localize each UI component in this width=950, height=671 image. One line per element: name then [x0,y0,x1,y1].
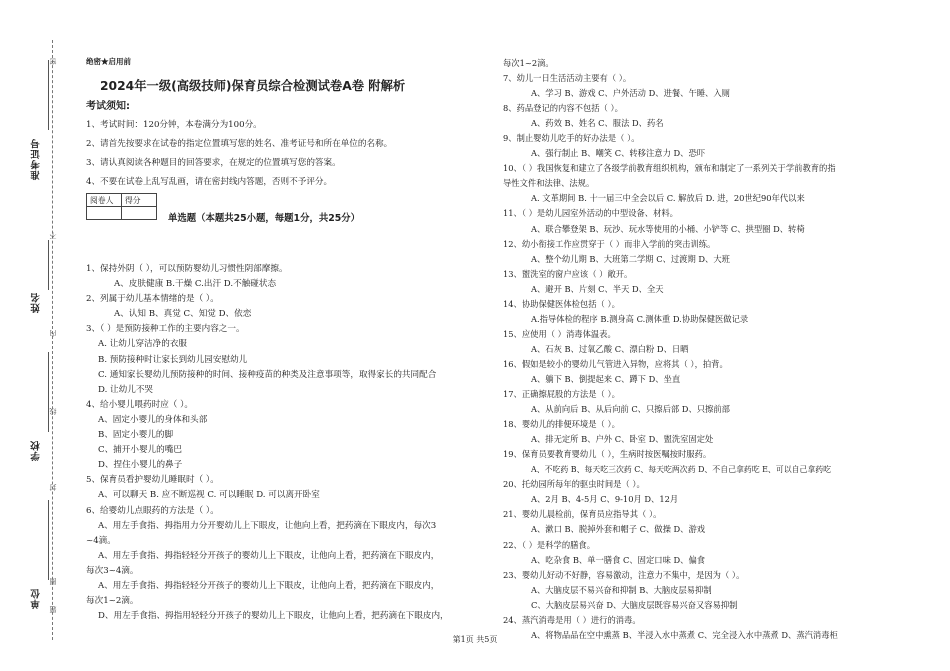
reviewer-cell[interactable] [87,207,122,220]
binding-strip [0,0,70,671]
question-options: A、将物品品在空中熏蒸 B、半浸入水中蒸煮 C、完全浸入水中蒸煮 D、蒸汽消毒柜 [531,629,838,640]
question-option-cont: 每次1~2滴。 [503,58,554,68]
question-option: A、用左手食指、拇指轻轻分开孩子的婴幼儿上下眼皮，让他向上看，把药滴在下眼皮内， [98,550,440,561]
question-stem: 15、应使用（ ）消毒体温表。 [503,328,616,339]
page-footer: 第1页 共5页 [452,635,498,644]
question-stem: 12、幼小衔接工作应贯穿于（ ）而非入学前的突击训练。 [503,238,716,249]
question-options: A、石灰 B、过氧乙酸 C、漂白粉 D、日晒 [531,343,689,354]
question-option: A、固定小婴儿的身体和头部 [98,414,208,425]
name-label: 姓名 [31,292,42,313]
notice-item: 1、考试时间：120分钟，本卷满分为100分。 [86,120,262,130]
left-question-column [86,262,449,624]
question-options: A、整个幼儿期 B、大班第二学期 C、过渡期 D、大班 [531,253,730,264]
question-options: A、避开 B、片刻 C、半天 D、全天 [531,283,664,294]
question-options: A、联合攀登架 B、玩沙、玩水等使用的小桶、小铲等 C、拱型圈 D、转椅 [531,223,805,234]
question-stem: 14、协助保健医体检包括（ ）。 [503,298,620,309]
question-options: A、吃杂食 B、单一膳食 C、固定口味 D、偏食 [531,554,706,565]
question-stem: 17、正确擦屁股的方法是（ ）。 [503,389,620,400]
question-option: C. 通知家长婴幼儿预防接种的时间、接种疫苗的种类及注意事项等，取得家长的共同配合 [98,369,437,380]
seal-mark: 密 [49,58,57,65]
seal-dash-line [52,40,53,640]
exam-number-label: 准考证号 [31,138,42,180]
question-options: A、从前向后 B、从后向前 C、只擦后部 D、只擦前部 [531,404,730,415]
question-stem: 8、药品登记的内容不包括（ ）。 [503,103,623,114]
question-stem: 4、给小婴儿喂药时应（ ）。 [86,399,194,410]
question-option: A、用左手食指、拇指用力分开婴幼儿上下眼皮，让他向上看，把药滴在下眼皮内，每次3 [98,520,437,531]
notice-item: 3、请认真阅读各种题目的回答要求，在规定的位置填写您的答案。 [86,158,341,168]
question-stem: 21、婴幼儿晨检前，保育员应指导其（ ）。 [503,509,662,520]
question-option: D. 让幼儿不哭 [98,384,154,395]
school-line [48,352,49,432]
question-options: A.指导体检的程序 B.测身高 C.测体重 D.协助保健医做记录 [531,313,749,324]
score-header: 得分 [122,194,157,207]
question-options: C、大脑皮层易兴奋 D、大脑皮层既容易兴奋又容易抑制 [531,599,738,610]
question-options: A、强行制止 B、嘲笑 C、转移注意力 D、恐吓 [531,148,706,159]
question-stem-cont: 导性文件和法律、法规。 [503,178,595,189]
question-stem: 5、保育员看护婴幼儿睡眠时（ ）。 [86,475,219,486]
seal-mark: 线 [49,408,57,415]
seal-mark: 圈 [49,578,57,585]
confidential-note: 绝密★启用前 [86,57,131,66]
notice-list [86,116,392,192]
page-title: 2024年一级(高级技师)保育员综合检测试卷A卷 附解析 [100,79,406,93]
notice-item: 4、不要在试卷上乱写乱画，请在密封线内答题，否则不予评分。 [86,177,333,187]
question-stem: 13、盥洗室的窗户应该（ ）敞开。 [503,268,633,279]
school-label: 学校 [31,440,42,461]
question-option: D、用左手食指、拇指用轻轻分开孩子的婴幼儿上下眼皮，让他向上看，把药滴在下眼皮内， [98,611,449,622]
question-option: D、捏住小婴儿的鼻子 [98,460,183,471]
question-stem: 10、（ ）我国恢复和建立了各级学前教育组织机构，颁布和制定了一系列关于学前教育的指 [503,163,836,174]
question-options: A、皮肤健康 B.干燥 C.出汗 D.不触碰状态 [114,279,277,290]
question-options: A、可以聊天 B. 应不断巡视 C. 可以睡眠 D. 可以离开卧室 [98,490,320,501]
question-stem: 19、保育员要教育婴幼儿（ ），生病时按医嘱按时服药。 [503,449,712,460]
question-option-cont: ~4滴。 [86,535,116,546]
question-stem: 24、蒸汽消毒是用（ ）进行的消毒。 [503,614,641,625]
question-options: A、认知 B、真觉 C、知觉 D、依恋 [114,309,252,320]
seal-mark: 封 [49,484,57,491]
question-options: A、药效 B、姓名 C、服法 D、药名 [531,118,664,129]
question-stem: 11、（ ）是幼儿园室外活动的中型设备、材料。 [503,208,678,219]
question-stem: 6、给婴幼儿点眼药的方法是（ ）。 [86,505,219,516]
question-options: A、排无定所 B、户外 C、卧室 D、盥洗室固定处 [531,434,714,445]
question-option: B、固定小婴儿的脚 [98,430,174,441]
question-stem: 20、托幼园所每年的驱虫时间是（ ）。 [503,479,645,490]
score-table [86,193,157,220]
question-option-cont: 每次1~2滴。 [86,596,139,607]
question-stem: 16、假如是较小的婴幼儿气管进入异物，应将其（ ），拍背。 [503,358,728,369]
section-title: 单选题（本题共25小题，每题1分，共25分） [168,213,360,224]
question-option: C、捕开小婴儿的嘴巴 [98,445,182,456]
question-options: A、不吃药 B、每天吃三次药 C、每天吃两次药 D、不自己拿药吃 E、可以自己拿药吃 [531,465,832,475]
seal-mark: 题 [49,606,57,613]
question-option-cont: 每次3~4滴。 [86,565,139,576]
question-options: A、躺下 B、倒提起来 C、蹲下 D、坐直 [531,373,681,384]
notice-heading: 考试须知: [86,101,130,112]
question-stem: 7、幼儿一日生活活动主要有（ ）。 [503,73,632,84]
reviewer-header: 阅卷人 [87,194,122,207]
question-stem: 1、保持外阴（ ），可以预防婴幼儿习惯性阴部摩擦。 [86,264,288,274]
exam-number-line [48,60,49,130]
question-options: A、漱口 B、脱掉外套和帽子 C、做操 D、游戏 [531,524,706,535]
unit-label: 单位 [31,588,42,609]
question-options: A、学习 B、游戏 C、户外活动 D、进餐、午睡、入厕 [531,88,730,99]
seal-mark: 内 [49,330,57,337]
seal-mark: 不 [49,232,57,239]
unit-line [48,500,49,580]
question-stem: 3、（ ）是预防接种工作的主要内容之一。 [86,324,245,335]
question-option: A. 让幼儿穿洁净的衣服 [98,339,188,350]
notice-item: 2、请首先按要求在试卷的指定位置填写您的姓名、准考证号和所在单位的名称。 [86,139,393,149]
question-stem: 22、（ ）是科学的膳食。 [503,539,596,550]
score-cell[interactable] [122,207,157,220]
question-stem: 23、婴幼儿好动不好静，容易激动，注意力不集中，是因为（ ）。 [503,569,745,580]
question-option: B. 预防接种时让家长到幼儿园安慰幼儿 [98,354,248,365]
question-option: A、用左手食指、拇指轻轻分开孩子的婴幼儿上下眼皮，让他向上看，把药滴在下眼皮内， [98,580,440,591]
question-stem: 9、制止婴幼儿吃手的好办法是（ ）。 [503,133,640,144]
question-stem: 2、列属于幼儿基本情绪的是（ ）。 [86,294,219,305]
question-options: A. 文革期间 B. 十一届三中全会以后 C. 解放后 D. 进，20世纪90年代以来 [531,193,805,204]
question-options: A、2月 B、4-5月 C、9-10月 D、12月 [531,494,679,505]
name-line [48,240,49,290]
question-options: A、大脑皮层不易兴奋和抑制 B、大脑皮层易抑制 [531,584,712,595]
right-question-column [503,56,838,643]
question-stem: 18、婴幼儿的排便环境是（ ）。 [503,419,620,430]
